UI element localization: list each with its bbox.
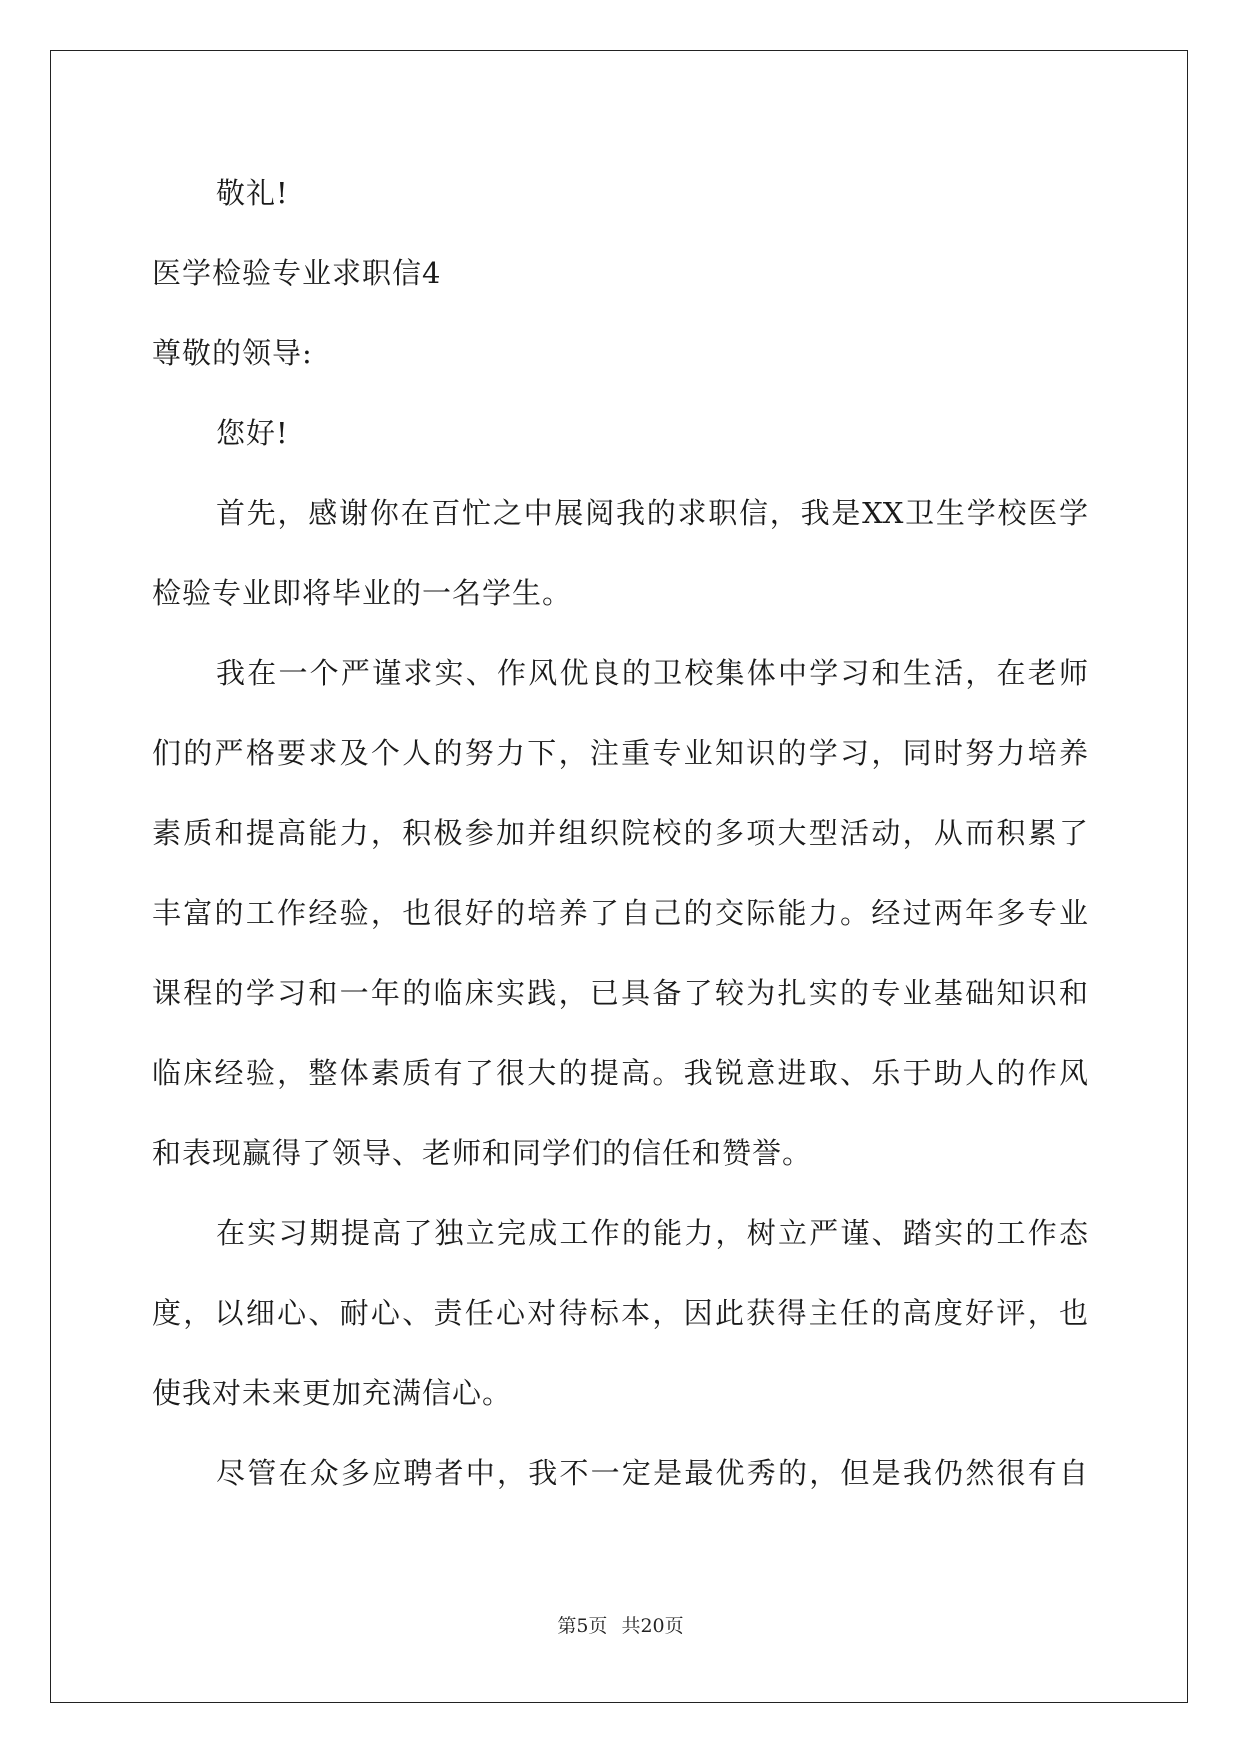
paragraph-line: 们的严格要求及个人的努力下，注重专业知识的学习，同时努力培养 [152,736,1088,770]
paragraph-line: 我在一个严谨求实、作风优良的卫校集体中学习和生活，在老师 [216,656,1088,690]
paragraph-line: 素质和提高能力，积极参加并组织院校的多项大型活动，从而积累了 [152,816,1088,850]
paragraph-line: 首先，感谢你在百忙之中展阅我的求职信，我是XX卫生学校医学 [216,496,1088,530]
greeting-hello: 您好! [216,416,289,450]
paragraph-line: 临床经验，整体素质有了很大的提高。我锐意进取、乐于助人的作风 [152,1056,1088,1090]
paragraph-line: 课程的学习和一年的临床实践，已具备了较为扎实的专业基础知识和 [152,976,1088,1010]
paragraph-line: 在实习期提高了独立完成工作的能力，树立严谨、踏实的工作态 [216,1216,1088,1250]
paragraph-line: 尽管在众多应聘者中，我不一定是最优秀的，但是我仍然很有自 [216,1456,1088,1490]
page-number: 第5页 [557,1615,608,1637]
paragraph-line: 丰富的工作经验，也很好的培养了自己的交际能力。经过两年多专业 [152,896,1088,930]
closing-salutation: 敬礼! [216,176,289,210]
total-pages: 共20页 [621,1615,684,1637]
paragraph-line: 检验专业即将毕业的一名学生。 [152,576,573,610]
section-title: 医学检验专业求职信4 [152,256,442,290]
paragraph-line: 使我对未来更加充满信心。 [152,1376,513,1410]
paragraph-line: 度，以细心、耐心、责任心对待标本，因此获得主任的高度好评，也 [152,1296,1088,1330]
page-footer [0,1614,1241,1638]
greeting-recipient: 尊敬的领导: [152,336,313,370]
paragraph-line: 和表现赢得了领导、老师和同学们的信任和赞誉。 [152,1136,813,1170]
